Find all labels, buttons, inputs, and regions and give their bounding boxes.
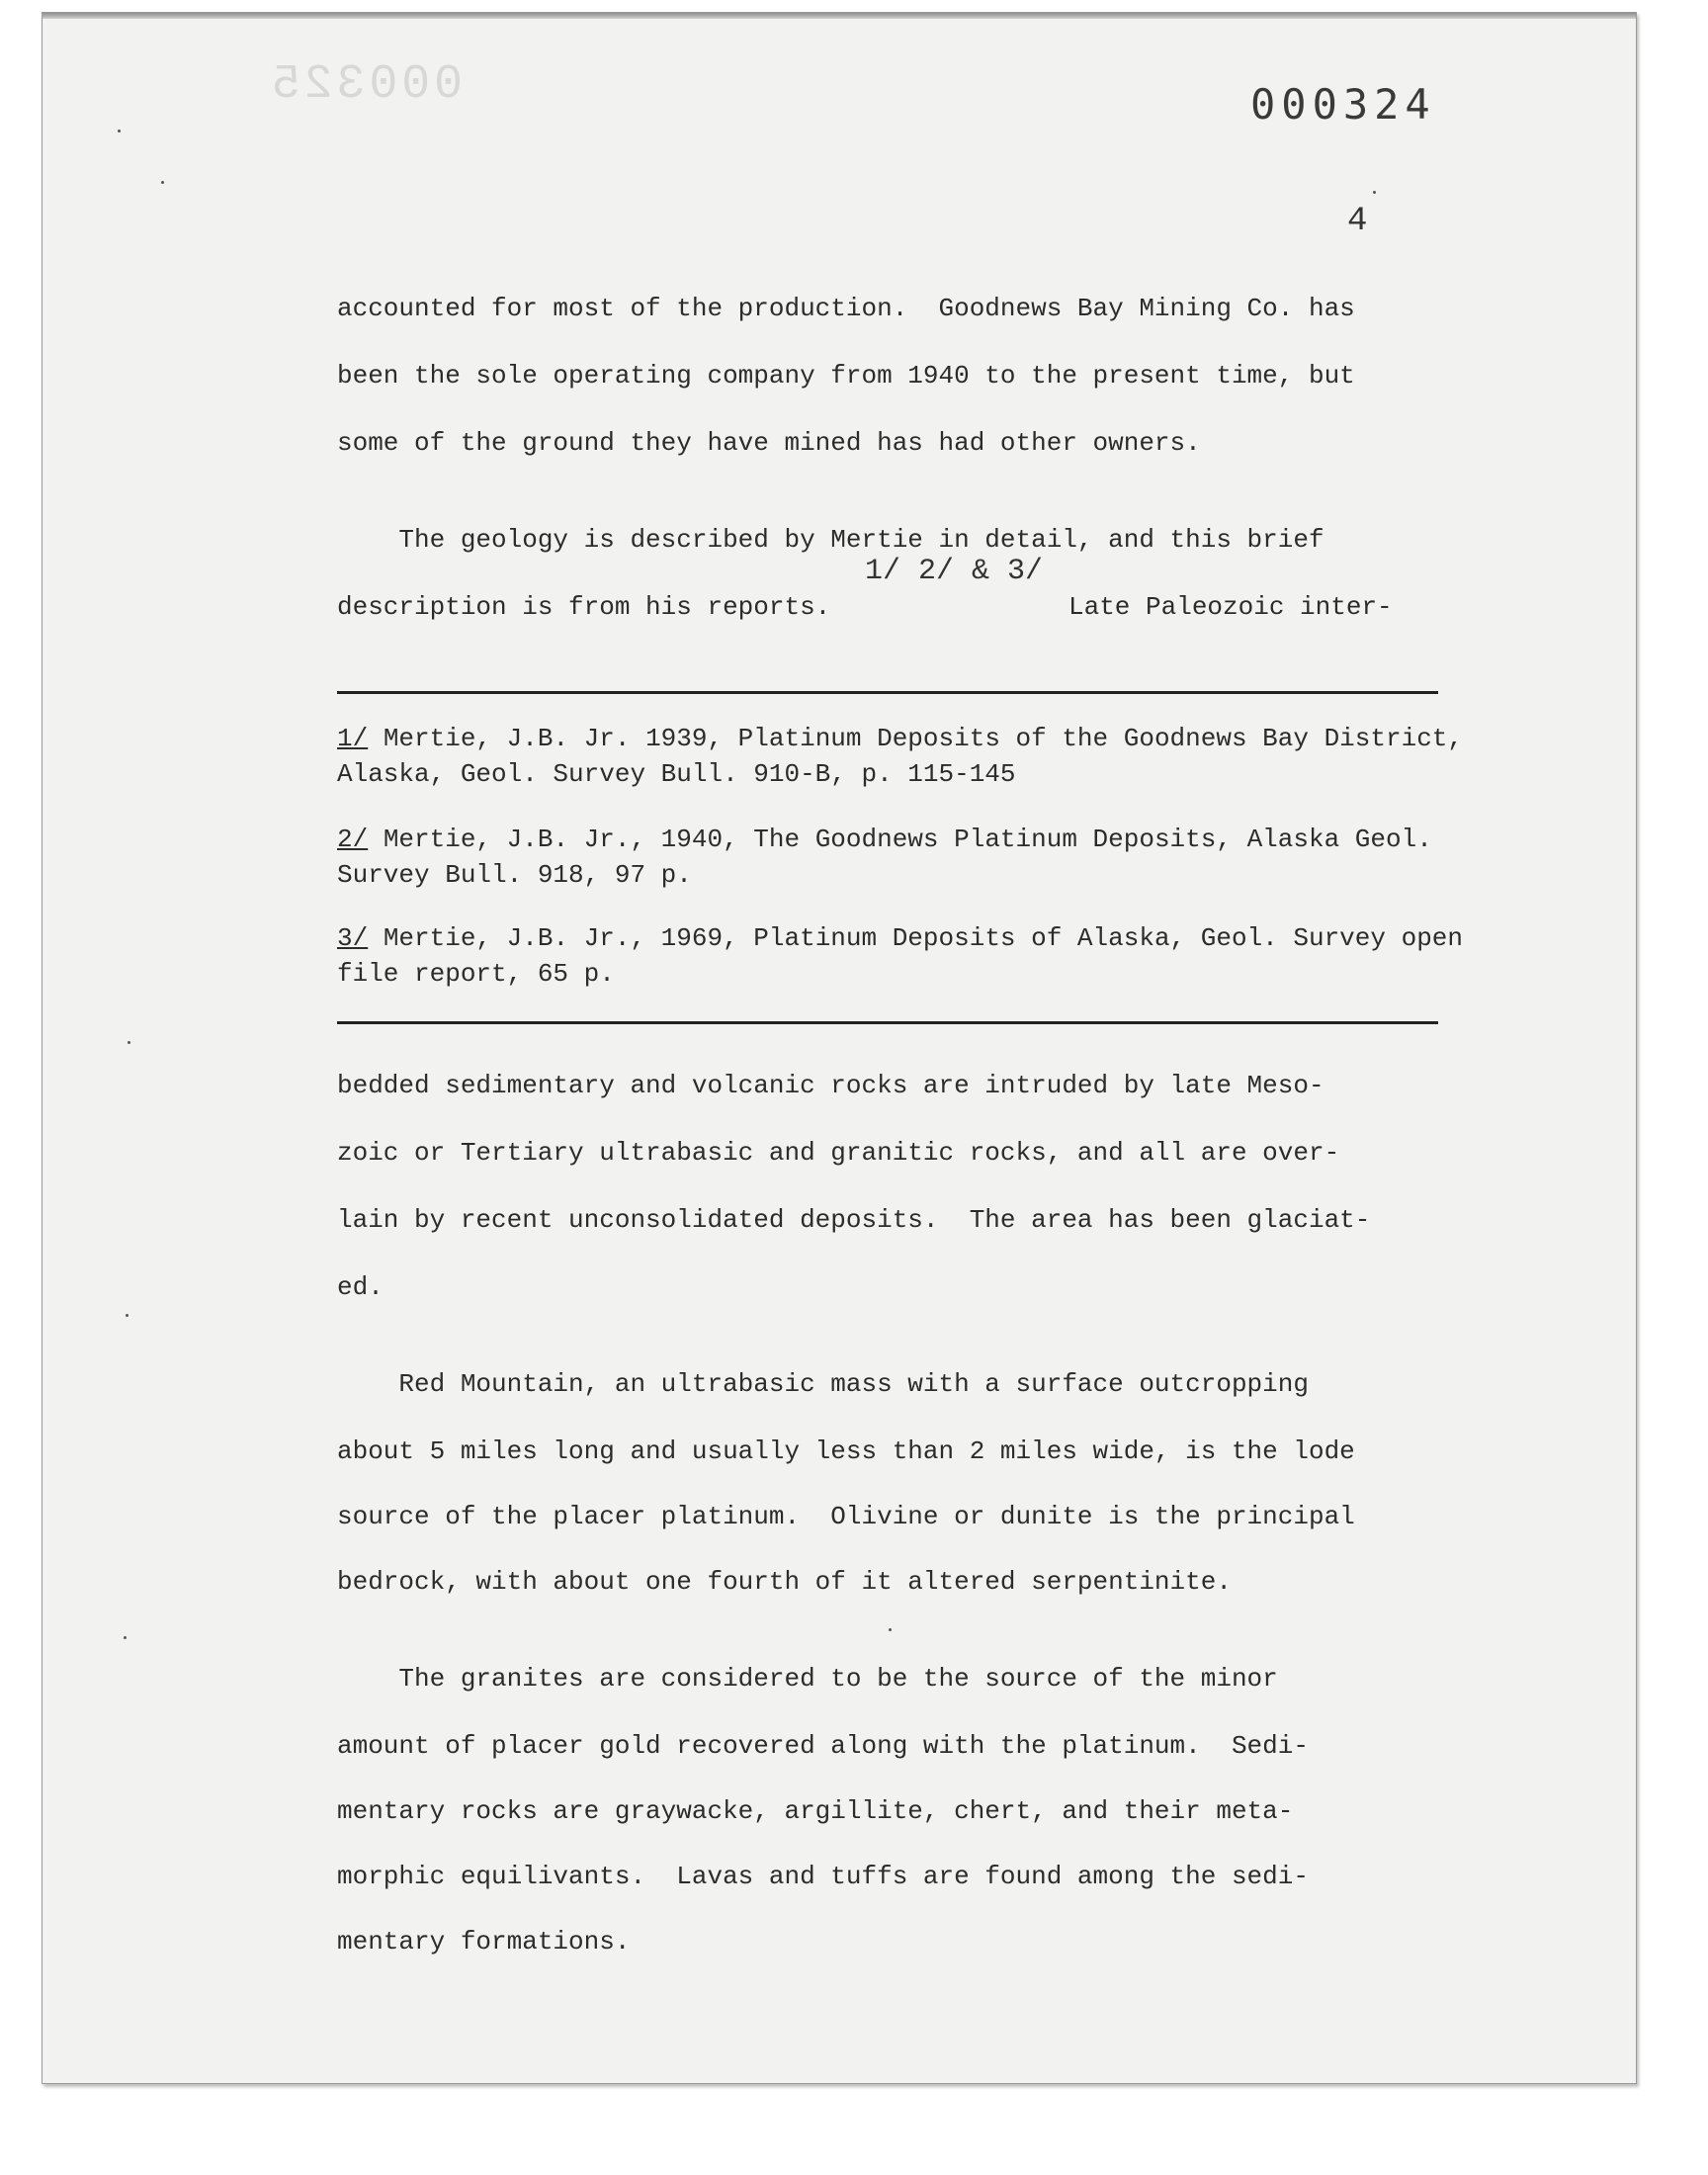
paper-speck (126, 1314, 128, 1317)
paragraph-2-line-2-start: description is from his reports. (337, 592, 831, 622)
footnote-2-text: Mertie, J.B. Jr., 1940, The Goodnews Platinum Deposits, Alaska Geol. Survey Bull. 918, 97 p. (337, 825, 1432, 890)
paragraph-3-line-4: ed. (337, 1272, 384, 1302)
document-number: 000324 (1250, 80, 1436, 129)
footnote-3-text: Mertie, J.B. Jr., 1969, Platinum Deposits of Alaska, Geol. Survey open file report, 65 p. (337, 923, 1463, 989)
footnote-1 (337, 721, 1464, 792)
paper-speck (1373, 191, 1376, 194)
footnote-1-label: 1/ (337, 724, 369, 753)
paragraph-4-line-2: about 5 miles long and usually less than 2 miles wide, is the lode (337, 1436, 1355, 1466)
footnote-3-label: 3/ (337, 923, 369, 953)
paragraph-3-line-2: zoic or Tertiary ultrabasic and granitic rocks, and all are over- (337, 1138, 1340, 1168)
paragraph-3-line-1: bedded sedimentary and volcanic rocks are intruded by late Meso- (337, 1071, 1324, 1100)
footnote-2 (337, 822, 1464, 893)
paper-speck (161, 181, 164, 184)
paragraph-4-line-1: Red Mountain, an ultrabasic mass with a surface outcropping (337, 1369, 1309, 1399)
paragraph-2-line-1: The geology is described by Mertie in detail, and this brief (337, 525, 1324, 555)
paragraph-4-line-4: bedrock, with about one fourth of it altered serpentinite. (337, 1567, 1232, 1597)
paper-speck (118, 130, 121, 132)
paragraph-5-line-2: amount of placer gold recovered along with the platinum. Sedi- (337, 1731, 1309, 1761)
paper-speck (124, 1636, 127, 1639)
paragraph-1-line-2: been the sole operating company from 1940 to the present time, but (337, 361, 1355, 391)
footnote-1-text: Mertie, J.B. Jr. 1939, Platinum Deposits of the Goodnews Bay District, Alaska, Geol. Survey Bull. 910-B, p. 115-145 (337, 724, 1463, 789)
paragraph-1-line-3: some of the ground they have mined has had other owners. (337, 428, 1201, 458)
paragraph-4-line-3: source of the placer platinum. Olivine or dunite is the principal (337, 1502, 1355, 1531)
footnote-rule-top (337, 691, 1438, 694)
bleed-through-number: 000325 (268, 58, 463, 112)
paper-speck (889, 1628, 892, 1631)
paragraph-3-line-3: lain by recent unconsolidated deposits. The area has been glaciat- (337, 1205, 1371, 1235)
paragraph-5-line-4: morphic equilivants. Lavas and tuffs are found among the sedi- (337, 1862, 1309, 1891)
footnote-2-label: 2/ (337, 825, 369, 854)
page-number: 4 (1347, 203, 1368, 240)
paragraph-5-line-3: mentary rocks are graywacke, argillite, chert, and their meta- (337, 1796, 1294, 1826)
paper-speck (128, 1041, 130, 1044)
footnote-rule-bottom (337, 1021, 1438, 1024)
footnote-3 (337, 920, 1464, 992)
document-page (42, 12, 1637, 2084)
paragraph-2-line-2-end: Late Paleozoic inter- (1068, 592, 1393, 622)
paragraph-5-line-1: The granites are considered to be the source of the minor (337, 1664, 1278, 1694)
footnote-references: 1/ 2/ & 3/ (865, 555, 1044, 588)
paragraph-1-line-1: accounted for most of the production. Goodnews Bay Mining Co. has (337, 294, 1355, 323)
paragraph-5-line-5: mentary formations. (337, 1927, 631, 1957)
